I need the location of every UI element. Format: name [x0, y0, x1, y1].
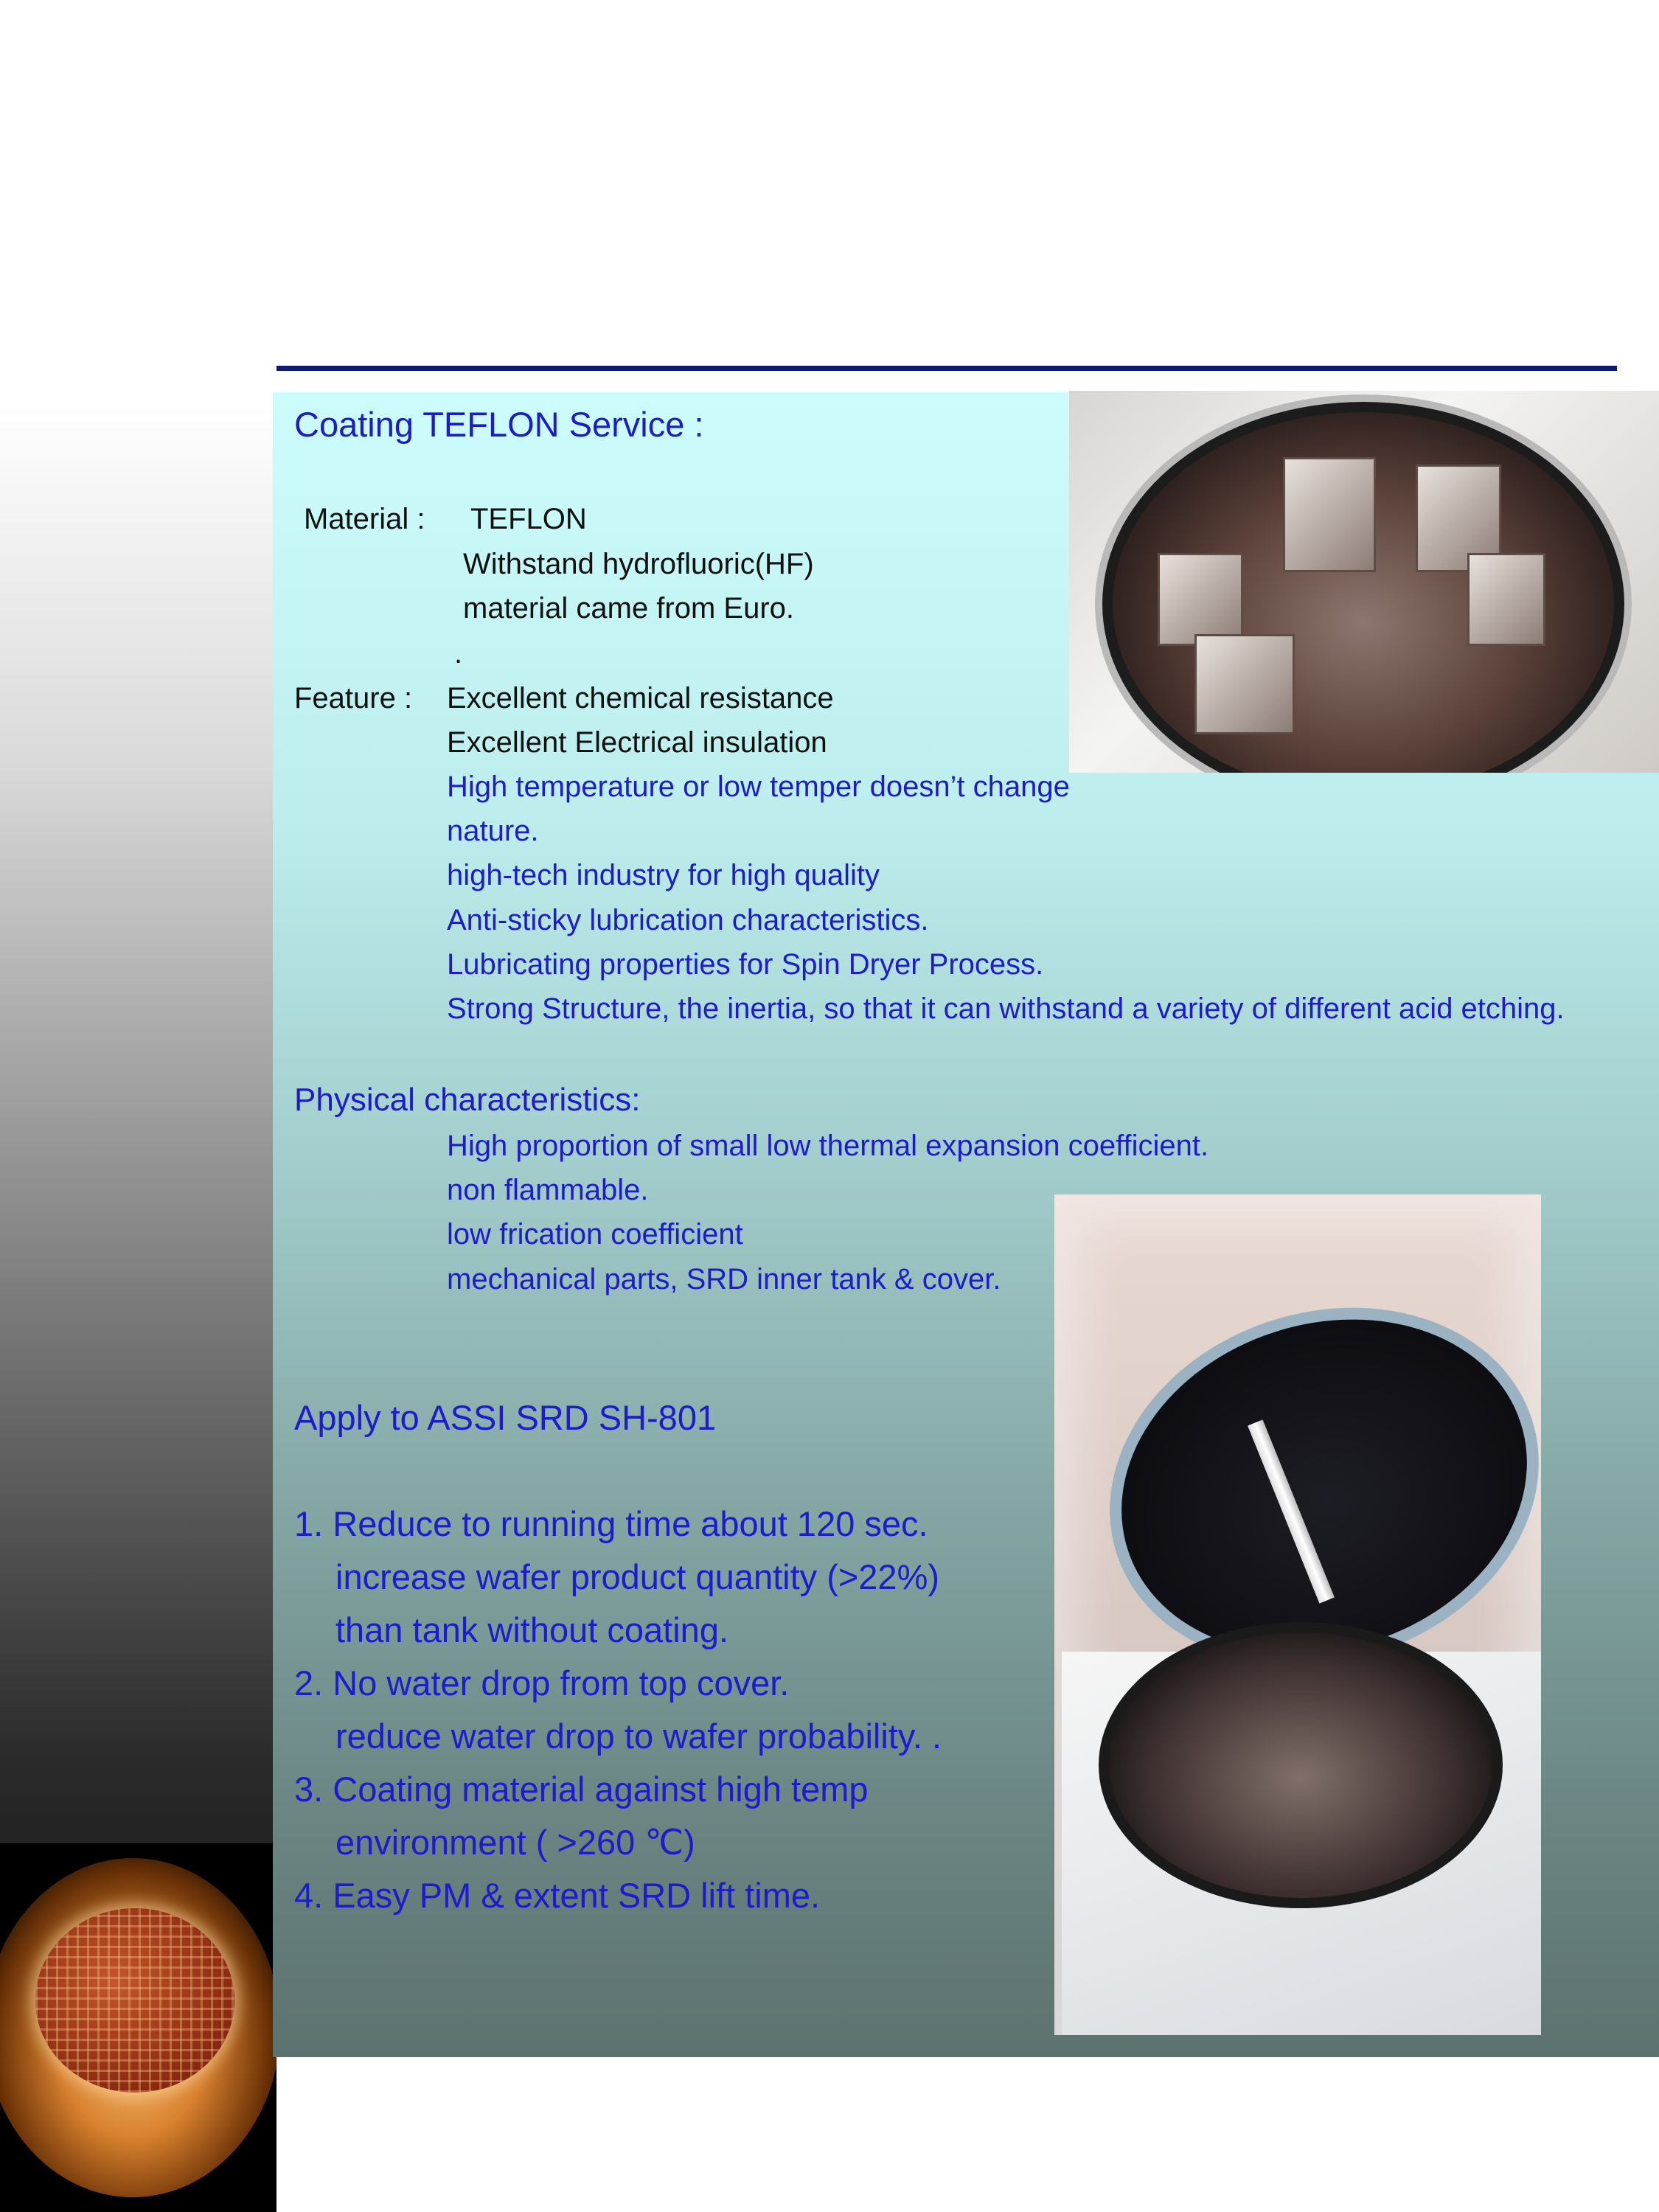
page-heading: Coating TEFLON Service :: [294, 405, 704, 444]
srd-chamber-photo-top: [1069, 391, 1659, 773]
feature-line: Excellent chemical resistance: [447, 682, 834, 714]
srd-machine-photo-bottom: [1054, 1194, 1541, 2035]
inner-tank: [1099, 1622, 1503, 1908]
feature-line: Strong Structure, the inertia, so that it can withstand a variety of different acid etching.: [447, 992, 1565, 1025]
feature-line: high-tech industry for high quality: [447, 859, 880, 891]
apply-item: than tank without coating.: [335, 1610, 729, 1649]
apply-item: 3. Coating material against high temp: [294, 1770, 869, 1809]
feature-line: Lubricating properties for Spin Dryer Process.: [447, 948, 1044, 981]
material-line: Withstand hydrofluoric(HF): [463, 548, 814, 580]
wafer-cassette: [1158, 553, 1243, 646]
material-value: TEFLON: [470, 503, 587, 535]
wafer-cassette: [1194, 634, 1295, 734]
wafer-photo: [0, 1843, 276, 2212]
apply-item: 4. Easy PM & extent SRD lift time.: [294, 1876, 821, 1915]
material-label: Material :: [304, 503, 425, 535]
feature-line: nature.: [447, 815, 539, 847]
apply-item: environment ( >260 ℃): [335, 1823, 695, 1862]
apply-item: 2. No water drop from top cover.: [294, 1663, 790, 1703]
physical-heading: Physical characteristics:: [294, 1082, 641, 1118]
apply-heading: Apply to ASSI SRD SH-801: [294, 1398, 717, 1437]
feature-line: Excellent Electrical insulation: [447, 726, 827, 759]
physical-line: High proportion of small low thermal expansion coefficient.: [447, 1130, 1209, 1162]
feature-line: Anti-sticky lubrication characteristics.: [447, 904, 929, 936]
physical-line: mechanical parts, SRD inner tank & cover.: [447, 1263, 1001, 1295]
apply-item: reduce water drop to wafer probability. .: [335, 1717, 942, 1756]
wafer-disk: [35, 1908, 234, 2093]
feature-label: Feature :: [294, 682, 413, 714]
physical-line: low frication coefficient: [447, 1218, 743, 1251]
material-line: .: [454, 637, 463, 669]
apply-item: increase wafer product quantity (>22%): [335, 1557, 940, 1596]
header-rule: [276, 366, 1617, 371]
physical-line: non flammable.: [447, 1174, 649, 1206]
apply-item: 1. Reduce to running time about 120 sec.: [294, 1504, 928, 1543]
wafer-cassette: [1283, 457, 1376, 572]
feature-line: High temperature or low temper doesn’t change: [447, 771, 1070, 803]
wafer-cassette: [1467, 553, 1545, 646]
material-line: material came from Euro.: [463, 592, 795, 625]
